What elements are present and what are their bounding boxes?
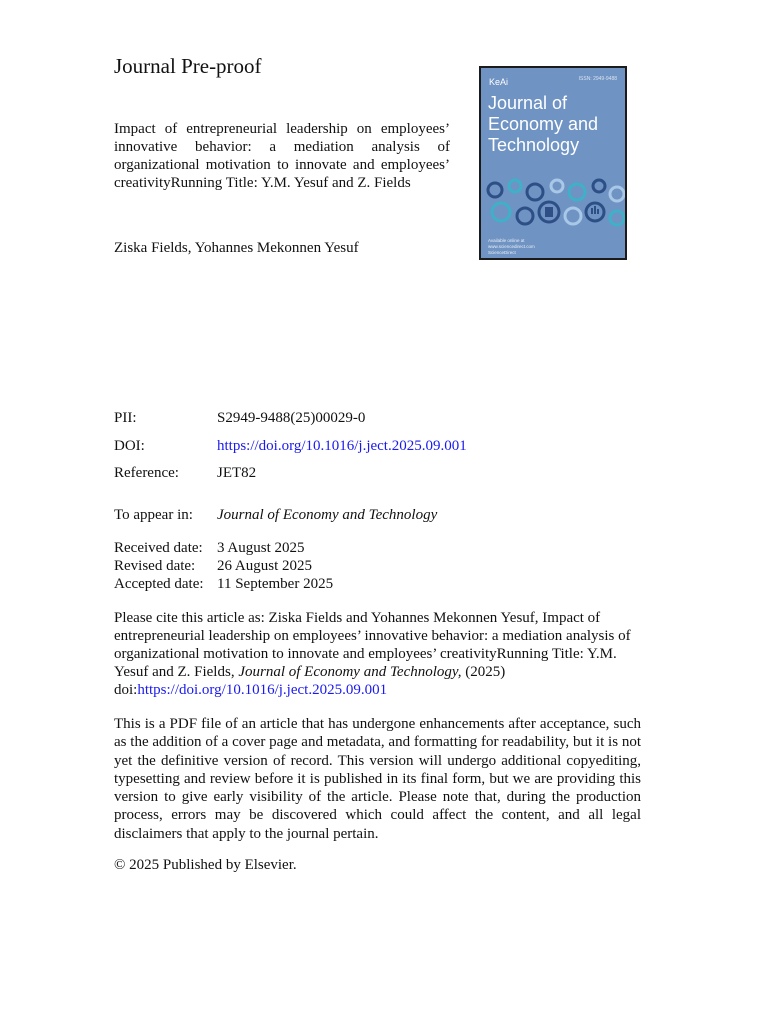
appear-in-label: To appear in: — [114, 507, 193, 523]
revised-date-value: 26 August 2025 — [217, 558, 313, 574]
doi-label: DOI: — [114, 438, 145, 454]
cover-issn: ISSN: 2949-9488 — [578, 76, 617, 82]
citation-text: Please cite this article as: Ziska Fields and Yohannes Mekonnen Yesuf, Impact of entrepreneurial leadership on employees’ innovative behavior: a mediation analysis of organizational motivation to innovate and employees’ creativityRunning Title: Y.M. Yesuf and Z. Fields, — [114, 610, 631, 680]
citation-journal: Journal of Economy and Technology, — [238, 664, 462, 680]
pre-proof-header: Journal Pre-proof — [114, 54, 262, 78]
citation-paragraph — [114, 609, 641, 699]
citation-doi-link[interactable]: https://doi.org/10.1016/j.ject.2025.09.001 — [137, 682, 388, 698]
article-title: Impact of entrepreneurial leadership on employees’ innovative behavior: a mediation analysis of organizational motivation to innovate and employees’ creativityRunning Title: Y.M. Yesuf and Z. Fields — [114, 121, 450, 191]
pre-proof-notice: This is a PDF file of an article that has undergone enhancements after acceptance, such as the addition of a cover page and metadata, and formatting for readability, but it is not yet the definitive version of record. This version will undergo additional copyediting, typesetting and review before it is published in its final form, but we are providing this version to give early visibility of the article. Please note that, during the production process, errors may be discovered which could affect the content, and all legal disclaimers that apply to the journal pertain. — [114, 716, 641, 842]
publisher-logo: KeAi — [489, 77, 509, 87]
appear-in-journal: Journal of Economy and Technology — [217, 507, 438, 523]
article-authors: Ziska Fields, Yohannes Mekonnen Yesuf — [114, 240, 359, 256]
received-date-value: 3 August 2025 — [217, 540, 305, 556]
pii-label: PII: — [114, 410, 137, 426]
doi-link[interactable]: https://doi.org/10.1016/j.ject.2025.09.001 — [217, 438, 467, 454]
journal-cover-image — [479, 66, 627, 260]
cover-journal-title: Journal of Economy and Technology — [488, 93, 599, 155]
reference-value: JET82 — [217, 465, 257, 481]
gears-illustration-icon — [481, 176, 627, 236]
accepted-date-value: 11 September 2025 — [217, 576, 334, 592]
cover-publisher-footer: Available online at www.sciencedirect.com ScienceDirect — [488, 238, 535, 255]
accepted-date-label: Accepted date: — [114, 576, 204, 592]
pii-value: S2949-9488(25)00029-0 — [217, 410, 366, 426]
reference-label: Reference: — [114, 465, 179, 481]
copyright-line: © 2025 Published by Elsevier. — [114, 857, 297, 873]
citation-year: (2025) doi: — [114, 664, 506, 698]
revised-date-label: Revised date: — [114, 558, 196, 574]
received-date-label: Received date: — [114, 540, 203, 556]
